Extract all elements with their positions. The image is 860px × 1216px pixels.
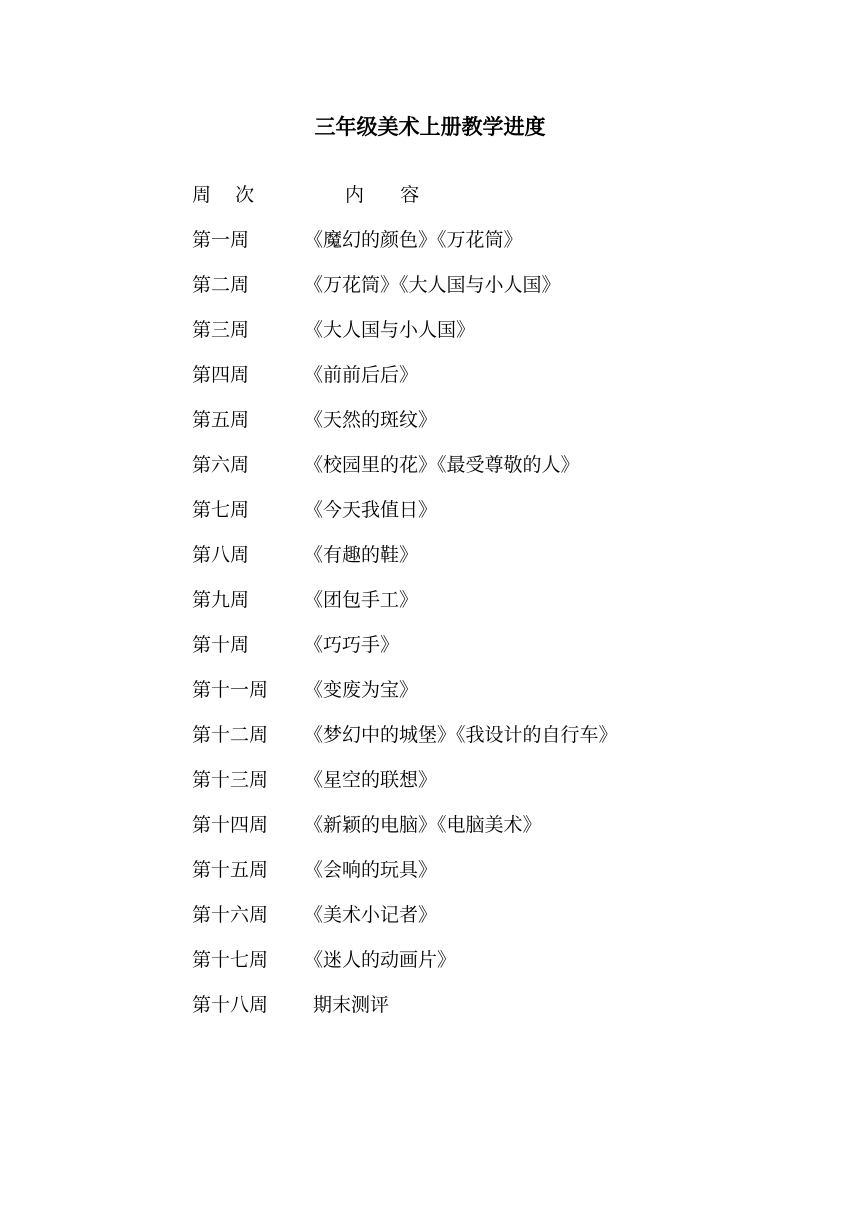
row-content: 《新颖的电脑》《电脑美术》: [304, 814, 542, 836]
schedule-row: [192, 900, 752, 945]
row-week: 第十四周: [192, 814, 269, 836]
row-content: 《变废为宝》: [304, 679, 419, 701]
schedule-row: [192, 315, 752, 360]
row-content: 《魔幻的颜色》《万花筒》: [304, 229, 523, 251]
row-content: 《迷人的动画片》: [304, 949, 457, 971]
schedule-row: [192, 585, 752, 630]
row-content: 《团包手工》: [304, 589, 419, 611]
row-content: 《美术小记者》: [304, 904, 438, 926]
row-week: 第七周: [192, 499, 250, 521]
row-content: 《会响的玩具》: [304, 859, 438, 881]
schedule-row: [192, 855, 752, 900]
row-week: 第六周: [192, 454, 250, 476]
row-week: 第八周: [192, 544, 250, 566]
row-week: 第十一周: [192, 679, 269, 701]
row-content: 《今天我值日》: [304, 499, 438, 521]
row-content: 《前前后后》: [304, 364, 419, 386]
row-week: 第三周: [192, 319, 250, 341]
header-week-label: 周 次: [192, 184, 255, 206]
row-content: 《万花筒》《大人国与小人国》: [304, 274, 561, 296]
row-content: 《校园里的花》《最受尊敬的人》: [304, 454, 580, 476]
row-content: 《大人国与小人国》: [304, 319, 476, 341]
row-week: 第五周: [192, 409, 250, 431]
row-week: 第四周: [192, 364, 250, 386]
row-week: 第十三周: [192, 769, 269, 791]
row-week: 第九周: [192, 589, 250, 611]
schedule-row: [192, 675, 752, 720]
row-week: 第十七周: [192, 949, 269, 971]
schedule-row: [192, 990, 752, 1035]
document-title: 三年级美术上册教学进度: [314, 114, 546, 139]
schedule-row: [192, 225, 752, 270]
row-week: 第十周: [192, 634, 250, 656]
row-week: 第十六周: [192, 904, 269, 926]
schedule-row: [192, 945, 752, 990]
row-content: 《巧巧手》: [304, 634, 400, 656]
row-week: 第十五周: [192, 859, 269, 881]
row-week: 第十二周: [192, 724, 269, 746]
schedule-row: [192, 405, 752, 450]
row-content: 《星空的联想》: [304, 769, 438, 791]
schedule-row: [192, 495, 752, 540]
schedule-row: [192, 720, 752, 765]
row-week: 第二周: [192, 274, 250, 296]
row-content: 《天然的斑纹》: [304, 409, 438, 431]
schedule-row: [192, 810, 752, 855]
row-week: 第一周: [192, 229, 250, 251]
schedule-list: [192, 225, 752, 1035]
schedule-row: [192, 630, 752, 675]
schedule-row: [192, 270, 752, 315]
header-content-label: 内 容: [345, 184, 420, 206]
row-content: 《梦幻中的城堡》《我设计的自行车》: [304, 724, 618, 746]
schedule-row: [192, 450, 752, 495]
schedule-row: [192, 540, 752, 585]
schedule-row: [192, 360, 752, 405]
row-content: 期末测评: [313, 994, 390, 1016]
schedule-row: [192, 765, 752, 810]
row-content: 《有趣的鞋》: [304, 544, 419, 566]
row-week: 第十八周: [192, 994, 269, 1016]
